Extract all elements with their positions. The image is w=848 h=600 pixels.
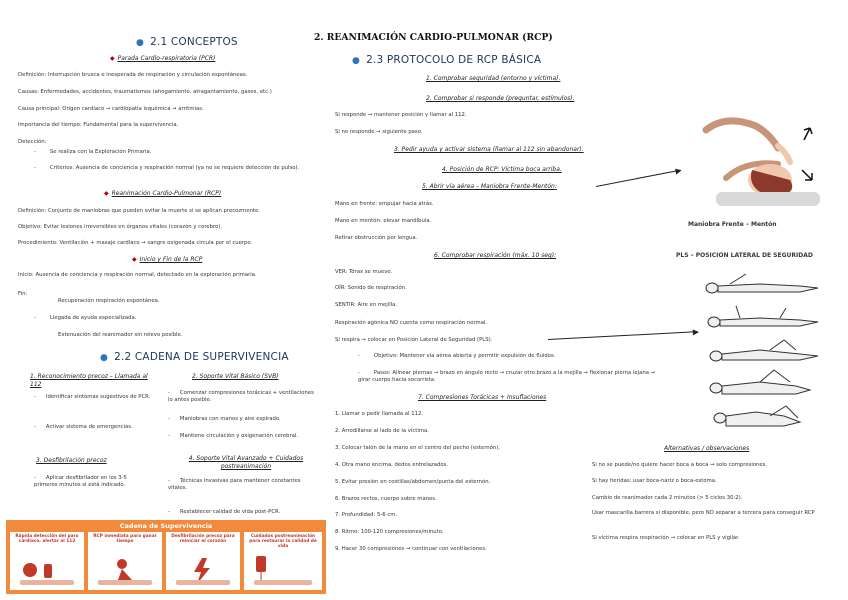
inicio-fin-heading-label: Inicio y Fin de la RCP [139, 256, 203, 263]
alternativa-item: Usar mascarilla barrera si disponible, pero NO separar a tercera para conseguir RCP [592, 510, 815, 516]
cadena-col1-item: - Identificar síntomas sugestivos de PCR. [34, 394, 151, 400]
compresion-item: 3. Colocar talón de la mano en el centro del pecho (esternón). [335, 445, 500, 451]
cadena-col2-item-label: Comenzar compresiones torácicas + ventilaciones lo antes posible. [168, 390, 314, 403]
arrow-to-figure-icon [596, 170, 681, 187]
section-heading-cadena [100, 351, 289, 363]
chain-panel-label: Rápida detección del paro cardíaco, alertar al 112 [15, 534, 79, 544]
alternativa-item: Cambio de reanimador cada 2 minutos (> 5 ciclos 30:2). [592, 495, 743, 501]
fin-item: - Llegada de ayuda especializada. [34, 315, 137, 321]
cadena-col2b-title: 4. Soporte Vital Avanzado + Cuidados postreanimación [188, 455, 304, 470]
fin-item: Extenuación del reanimador sin relevo posible. [58, 332, 183, 338]
bullet-icon: ● [352, 56, 361, 66]
section-heading-conceptos [136, 36, 238, 48]
deteccion-item-label: Criterios: Ausencia de conciencia y respiración normal (ya no se requiere detección de pulso). [49, 165, 300, 171]
pls-item-label: Objetivo: Mantener vía aérea abierta y permitir expulsión de fluidos. [373, 353, 556, 359]
cadena-col1-item-label: Identificar síntomas sugestivos de PCR. [45, 394, 151, 400]
alternativa-item: Si víctima respira respiración → colocar en PLS y vigilar. [592, 535, 740, 541]
step-5: 5. Abrir vía aérea – Maniobra Frente-Mentón: [422, 183, 557, 190]
chain-panel [166, 532, 240, 590]
compresion-item: 7. Profundidad: 5-6 cm. [335, 512, 398, 518]
compresion-item: 4. Otra mano encima, dedos entrelazados. [335, 462, 449, 468]
red-bullet-icon: ◆ [132, 256, 137, 263]
deteccion-text: Detección: [18, 139, 47, 145]
causa-principal-text: Causa principal: Origen cardíaco → cardiopatía isquémica → arritmias. [18, 106, 204, 112]
compresion-item: 9. Hacer 30 compresiones → continuar con ventilaciones. [335, 546, 487, 552]
step-6: 6. Comprobar respiración (máx. 10 seg): [434, 252, 557, 259]
arrow-to-figure-icon [548, 331, 698, 340]
red-bullet-icon: ◆ [104, 190, 109, 197]
importancia-text: Importancia del tiempo: Fundamental para la supervivencia. [18, 122, 179, 128]
parada-heading-label: Parada Cardio-respiratoria (PCR) [117, 55, 216, 62]
pls-item: - Pasos: Alinear piernas → brazo en ángulo recto → cruzar otro brazo a la mejilla → flexionar pierna lejana → girar cuerpo hacia socorrista. [358, 370, 656, 383]
procedimiento-text: Procedimiento: Ventilación + masaje cardíaco → sangre oxigenada circula por el cuerpo. [18, 240, 253, 246]
defibrillator-icon [170, 556, 236, 588]
rcp-definicion-text: Definición: Conjunto de maniobras que pueden evitar la muerte si se aplican precozmente. [18, 208, 260, 214]
step-4: 4. Posición de RCP: Víctima boca arriba. [442, 166, 562, 173]
alternativas-title: Alternativas / observaciones [664, 445, 750, 452]
alternativa-item: Si no se puede/no quiere hacer boca a boca → solo compresiones. [592, 462, 768, 468]
cadena-col1-item: - Activar sistema de emergencias. [34, 424, 133, 430]
cadena-heading-label: 2.2 CADENA DE SUPERVIVENCIA [114, 351, 289, 363]
cadena-col2b-item-label: Restablecer calidad de vida post-PCR. [179, 509, 281, 515]
compresion-item: 1. Llamar o pedir llamada al 112. [335, 411, 423, 417]
step-2: 2. Comprobar si responde (preguntar, estímulos). [426, 95, 575, 102]
via-aerea-item: Mano en frente: empujar hacia atrás. [335, 201, 434, 207]
cadena-col1b-item-label: Aplicar desfibrilador en los 3-5 primeros minutos si está indicado. [34, 475, 127, 488]
chain-panel-label: Desfibrilación precoz para reiniciar el corazón [171, 534, 235, 544]
via-aerea-item: Mano en mentón: elevar mandíbula. [335, 218, 432, 224]
bullet-icon: ● [136, 38, 145, 48]
fin-item: Recuperación respiración espontánea. [58, 298, 160, 304]
reanimacion-heading-label: Reanimación Cardio-Pulmonar (RCP) [111, 190, 222, 197]
chain-panel [10, 532, 84, 590]
causas-text: Causas: Enfermedades, accidentes, traumatismos (ahogamiento, atragantamiento, gases, etc.) [18, 89, 272, 95]
step-7: 7. Compresiones Torácicas + Insuflaciones [418, 394, 547, 401]
definicion-text: Definición: Interrupción brusca e inesperada de respiración y circulación espontáneas. [18, 72, 248, 78]
cadena-col2-item: - Maniobras con manos y aire espirado. [168, 416, 281, 422]
cpr-person-icon [92, 556, 158, 588]
chain-panel [244, 532, 322, 590]
deteccion-item-label: Se realiza con la Exploración Primaria. [49, 149, 152, 155]
fin-text: Fin: [18, 291, 28, 297]
cadena-col2-item-label: Maniobras con manos y aire espirado. [179, 416, 281, 422]
cadena-col1b-item: - Aplicar desfibrilador en los 3-5 primeros minutos si está indicado. [34, 475, 127, 488]
chain-panel [88, 532, 162, 590]
chain-banner-title: Cadena de Supervivencia [119, 522, 213, 530]
phone-person-icon [14, 558, 80, 588]
inicio-text: Inicio: Ausencia de conciencia y respiración normal, detectado en la exploración primaria. [18, 272, 257, 278]
cadena-col2-item: - Comenzar compresiones torácicas + ventilaciones lo antes posible. [168, 390, 314, 403]
chain-panel-label: Cuidados postreanimación para restaurar la calidad de vida [249, 534, 317, 549]
step-1: 1. Comprobar seguridad (entorno y víctima). [426, 75, 561, 82]
via-aerea-item: Retirar obstrucción por lengua. [335, 235, 418, 241]
cadena-col1b-title: 3. Desfibrilación precoz [36, 457, 107, 464]
bullet-icon: ● [100, 353, 109, 363]
objetivo-text: Objetivo: Evitar lesiones irreversibles en órganos vitales (corazón y cerebro). [18, 224, 223, 230]
cadena-col2b-item-label: Técnicas invasivas para mantener constantes vitales. [168, 478, 301, 491]
reanimacion-heading [104, 190, 221, 197]
respiracion-item: OÍR: Sonido de respiración. [335, 285, 407, 291]
compresion-item: 6. Brazos rectos, cuerpo sobre manos. [335, 496, 437, 502]
chain-panel-label: RCP inmediata para ganar tiempo [93, 534, 157, 544]
cadena-col2-title: 2. Soporte Vital Básico (SVB) [192, 373, 279, 380]
pls-item-label: Pasos: Alinear piernas → brazo en ángulo recto → cruzar otro brazo a la mejilla → flexionar pierna lejana → girar cuerpo hacia socorrista. [358, 370, 656, 383]
head-tilt-chin-lift-illustration [686, 100, 826, 212]
respiracion-item: SENTIR: Aire en mejilla. [335, 302, 398, 308]
chain-banner [6, 520, 326, 594]
cadena-col2-item-label: Mantiene circulación y oxigenación cerebral. [179, 433, 299, 439]
hospital-care-icon [248, 554, 318, 588]
parada-heading [110, 55, 215, 62]
fin-item-label: Llegada de ayuda especializada. [49, 315, 137, 321]
respiracion-item: VER: Tórax se mueve. [335, 269, 393, 275]
no-responde-text: Si no responde → siguiente paso. [335, 129, 423, 135]
cadena-col1-title: 1. Reconocimiento precoz – Llamada al 112 [30, 373, 148, 388]
si-respira-text: Si respira → colocar en Posición Lateral de Seguridad (PLS). [335, 337, 493, 343]
main-title: 2. REANIMACIÓN CARDIO-PULMONAR (RCP) [314, 32, 553, 43]
compresion-item: 8. Ritmo: 100-120 compresiones/minuto. [335, 529, 444, 535]
deteccion-item: - Criterios: Ausencia de conciencia y respiración normal (ya no se requiere detección de pulso). [34, 165, 300, 171]
cadena-col1-item-label: Activar sistema de emergencias. [45, 424, 133, 430]
figure-caption: Maniobra Frente – Mentón [688, 221, 777, 228]
agonica-text: Respiración agónica NO cuenta como respiración normal. [335, 320, 488, 326]
responde-text: Si responde → mantener posición y llamar al 112. [335, 112, 467, 118]
alternativa-item: Si hay heridas: usar boca-nariz o boca-estoma. [592, 478, 717, 484]
inicio-fin-heading [132, 256, 202, 263]
cadena-col2-item: - Mantiene circulación y oxigenación cerebral. [168, 433, 299, 439]
figure-caption: PLS – POSICION LATERAL DE SEGURIDAD [676, 252, 813, 259]
red-bullet-icon: ◆ [110, 55, 115, 62]
deteccion-item: - Se realiza con la Exploración Primaria. [34, 149, 152, 155]
cadena-col2b-item: - Restablecer calidad de vida post-PCR. [168, 509, 281, 515]
protocolo-heading-label: 2.3 PROTOCOLO DE RCP BÁSICA [366, 54, 542, 66]
compresion-item: 2. Arrodillarse al lado de la víctima. [335, 428, 429, 434]
step-3: 3. Pedir ayuda y activar sistema (llamar al 112 sin abandonar). [394, 146, 584, 153]
compresion-item: 5. Evitar presión en costillas/abdomen/punta del esternón. [335, 479, 491, 485]
conceptos-heading-label: 2.1 CONCEPTOS [150, 36, 238, 48]
section-heading-protocolo [352, 54, 541, 66]
pls-item: - Objetivo: Mantener vía aérea abierta y permitir expulsión de fluidos. [358, 353, 556, 359]
cadena-col2b-item: - Técnicas invasivas para mantener constantes vitales. [168, 478, 301, 491]
recovery-position-illustration [700, 270, 824, 430]
